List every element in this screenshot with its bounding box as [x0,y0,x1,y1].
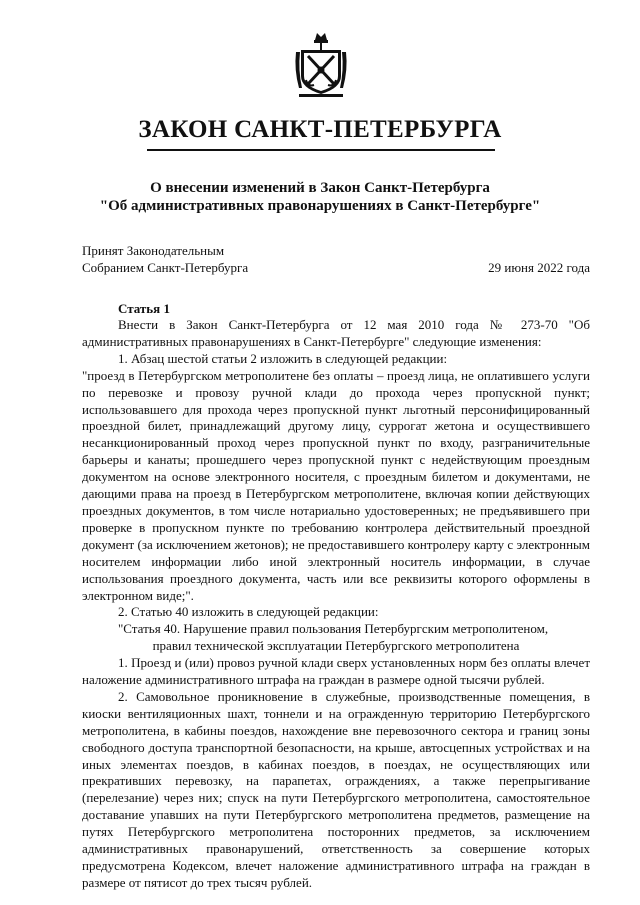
article-heading: Статья 1 [118,301,170,316]
article-40-part-2: 2. Самовольное проникновение в служебные, производственные помещения, в киоски вентиляционных шахт, тоннели и на огражденную территорию Петербургского метрополитена, в кабины поездов, нахождение вне перевозочного сектора и границ зоны свободного доступа транспортной безопасности, на крыше, автосцепных устройствах и на иных элементах поездов, в кабинах поездов, в поездах, не осуществляющих или прекративших перевозку, на парапетах, ограждениях, а также перепрыгивание (перелезание) через них; спуск на пути Петербургского метрополитена, самостоятельное доставание упавших на пути Петербургского метрополитена предметов, размещение на путях Петербургского метрополитена посторонних предметов, за исключением административных правонарушений, ответственность за совершение которых предусмотрена Кодексом, влечет наложение административного штрафа на граждан в размере от пятисот до трех тысяч рублей. [82,688,590,890]
paragraph-item-2: 2. Статью 40 изложить в следующей редакции: [118,604,379,620]
paragraph-intro: Внести в Закон Санкт-Петербурга от 12 мая 2010 года № 273-70 "Об административных правонарушениях в Санкт-Петербурге" следующие изменения: [82,317,590,349]
article-40-title-line1: "Статья 40. Нарушение правил пользования Петербургским метрополитеном, [118,621,549,637]
article-40-part-1: 1. Проезд и (или) провоз ручной клади сверх установленных норм без оплаты влечет наложение административного штрафа на граждан в размере одной тысячи рублей. [82,655,590,688]
paragraph-quoted-definition: "проезд в Петербургском метрополитене без оплаты – проезд лица, не оплатившего услуги по перевозке и провозу ручной клади до прохода через пропускной пункт; использовавшего для прохода через пропускной пункт льготный персонифицированный проездной билет, принадлежащий другому лицу, суррогат жетона и осуществившего несанкционированный проход через пропускной пункт по входу, разграничительные барьеры и канаты; прошедшего через пропускной пункт с недействующим проездным документом на основе электронного носителя, с проездным билетом и документами, не дающими права на проезд в Петербургском метрополитене, включая копии действующих проездных документов, в том числе нотариально удостоверенных; не предъявившего при проверке в пропускном пункте по требованию контролера действительный проездной документ (за исключением жетонов); не предоставившего контролеру карту с электронным носителем информации либо иной электронный носитель информации, в случае использования проездного документа, часть или все реквизиты которого оформлены в электронном виде;". [82,367,590,603]
article-body [82,317,590,892]
adoption-line1: Принят Законодательным [82,243,225,258]
title-underline [147,149,495,151]
law-subtitle-line2: "Об административных правонарушениях в Санкт-Петербурге" [99,198,541,214]
law-title: ЗАКОН САНКТ-ПЕТЕРБУРГА [138,116,502,143]
paragraph-item-1: 1. Абзац шестой статьи 2 изложить в следующей редакции: [118,350,448,366]
law-subtitle-line1: О внесении изменений в Закон Санкт-Петербурга [150,180,490,196]
coat-of-arms-icon [293,30,349,100]
adoption-line2: Собранием Санкт-Петербурга [82,260,249,275]
adoption-date: 29 июня 2022 года [488,260,590,275]
article-40-title-line2: правил технической эксплуатации Петербургского метрополитена [152,638,520,654]
